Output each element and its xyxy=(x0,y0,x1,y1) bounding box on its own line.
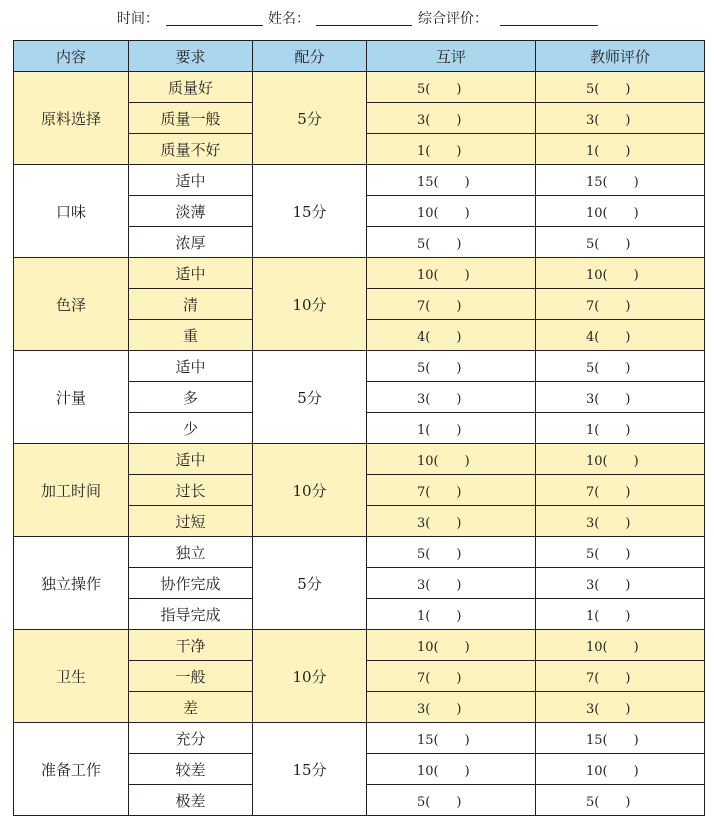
peer-score-text: 10( ) xyxy=(417,763,470,779)
peer-score-cell[interactable] xyxy=(367,320,536,351)
teacher-score-cell[interactable] xyxy=(536,692,705,723)
peer-score-text: 10( ) xyxy=(417,639,470,655)
teacher-score-cell[interactable] xyxy=(536,72,705,103)
peer-score-text: 5( ) xyxy=(417,360,462,376)
peer-score-cell[interactable] xyxy=(367,444,536,475)
teacher-score-cell[interactable] xyxy=(536,630,705,661)
teacher-score-cell[interactable] xyxy=(536,537,705,568)
overall-blank[interactable] xyxy=(500,25,598,26)
overall-field xyxy=(418,8,488,28)
requirement-cell: 适中 xyxy=(129,165,253,196)
teacher-score-cell[interactable] xyxy=(536,227,705,258)
peer-score-cell[interactable] xyxy=(367,630,536,661)
col-header-peer-review: 互评 xyxy=(367,41,536,72)
col-header-teacher-review: 教师评价 xyxy=(536,41,705,72)
points-cell: 10分 xyxy=(253,630,367,723)
table-row xyxy=(14,444,705,475)
peer-score-text: 10( ) xyxy=(417,205,470,221)
points-cell: 5分 xyxy=(253,72,367,165)
peer-score-text: 3( ) xyxy=(417,577,462,593)
peer-score-text: 1( ) xyxy=(417,422,462,438)
time-field xyxy=(117,8,159,28)
teacher-score-cell[interactable] xyxy=(536,382,705,413)
requirement-cell: 协作完成 xyxy=(129,568,253,599)
table-row xyxy=(14,351,705,382)
requirement-cell: 差 xyxy=(129,692,253,723)
teacher-score-text: 1( ) xyxy=(586,143,631,159)
peer-score-cell[interactable] xyxy=(367,599,536,630)
teacher-score-cell[interactable] xyxy=(536,754,705,785)
peer-score-text: 3( ) xyxy=(417,112,462,128)
requirement-cell: 重 xyxy=(129,320,253,351)
peer-score-text: 3( ) xyxy=(417,701,462,717)
peer-score-cell[interactable] xyxy=(367,134,536,165)
teacher-score-cell[interactable] xyxy=(536,103,705,134)
teacher-score-text: 4( ) xyxy=(586,329,631,345)
teacher-score-text: 10( ) xyxy=(586,205,639,221)
peer-score-cell[interactable] xyxy=(367,196,536,227)
requirement-cell: 浓厚 xyxy=(129,227,253,258)
peer-score-cell[interactable] xyxy=(367,661,536,692)
requirement-cell: 质量不好 xyxy=(129,134,253,165)
name-blank[interactable] xyxy=(316,25,412,26)
peer-score-cell[interactable] xyxy=(367,351,536,382)
teacher-score-cell[interactable] xyxy=(536,723,705,754)
peer-score-cell[interactable] xyxy=(367,723,536,754)
teacher-score-text: 3( ) xyxy=(586,701,631,717)
teacher-score-text: 5( ) xyxy=(586,360,631,376)
teacher-score-cell[interactable] xyxy=(536,444,705,475)
peer-score-text: 7( ) xyxy=(417,484,462,500)
time-label: 时间： xyxy=(117,11,159,27)
peer-score-cell[interactable] xyxy=(367,227,536,258)
peer-score-text: 10( ) xyxy=(417,453,470,469)
time-blank[interactable] xyxy=(166,25,263,26)
teacher-score-text: 1( ) xyxy=(586,608,631,624)
requirement-cell: 适中 xyxy=(129,351,253,382)
peer-score-cell[interactable] xyxy=(367,72,536,103)
requirement-cell: 多 xyxy=(129,382,253,413)
table-row xyxy=(14,723,705,754)
table-row xyxy=(14,630,705,661)
content-cell: 色泽 xyxy=(14,258,129,351)
name-label: 姓名： xyxy=(268,11,310,27)
peer-score-cell[interactable] xyxy=(367,413,536,444)
content-cell: 独立操作 xyxy=(14,537,129,630)
peer-score-text: 15( ) xyxy=(417,732,470,748)
teacher-score-cell[interactable] xyxy=(536,196,705,227)
teacher-score-text: 7( ) xyxy=(586,484,631,500)
requirement-cell: 一般 xyxy=(129,661,253,692)
points-cell: 5分 xyxy=(253,537,367,630)
requirement-cell: 质量一般 xyxy=(129,103,253,134)
peer-score-cell[interactable] xyxy=(367,475,536,506)
peer-score-cell[interactable] xyxy=(367,506,536,537)
requirement-cell: 极差 xyxy=(129,785,253,816)
teacher-score-text: 10( ) xyxy=(586,763,639,779)
content-cell: 加工时间 xyxy=(14,444,129,537)
requirement-cell: 独立 xyxy=(129,537,253,568)
teacher-score-cell[interactable] xyxy=(536,599,705,630)
table-header-row xyxy=(14,41,705,72)
teacher-score-cell[interactable] xyxy=(536,258,705,289)
content-cell: 卫生 xyxy=(14,630,129,723)
peer-score-text: 10( ) xyxy=(417,267,470,283)
teacher-score-text: 10( ) xyxy=(586,267,639,283)
peer-score-cell[interactable] xyxy=(367,289,536,320)
peer-score-text: 1( ) xyxy=(417,608,462,624)
content-cell: 准备工作 xyxy=(14,723,129,816)
peer-score-text: 7( ) xyxy=(417,670,462,686)
teacher-score-cell[interactable] xyxy=(536,506,705,537)
peer-score-cell[interactable] xyxy=(367,258,536,289)
teacher-score-cell[interactable] xyxy=(536,568,705,599)
peer-score-text: 7( ) xyxy=(417,298,462,314)
form-header xyxy=(0,0,714,38)
teacher-score-text: 5( ) xyxy=(586,546,631,562)
requirement-cell: 少 xyxy=(129,413,253,444)
requirement-cell: 适中 xyxy=(129,444,253,475)
teacher-score-text: 10( ) xyxy=(586,453,639,469)
teacher-score-text: 5( ) xyxy=(586,236,631,252)
peer-score-cell[interactable] xyxy=(367,568,536,599)
teacher-score-text: 15( ) xyxy=(586,174,639,190)
points-cell: 10分 xyxy=(253,444,367,537)
teacher-score-cell[interactable] xyxy=(536,413,705,444)
requirement-cell: 过短 xyxy=(129,506,253,537)
teacher-score-text: 15( ) xyxy=(586,732,639,748)
table-body xyxy=(14,72,705,816)
peer-score-cell[interactable] xyxy=(367,103,536,134)
col-header-requirement: 要求 xyxy=(129,41,253,72)
teacher-score-text: 7( ) xyxy=(586,670,631,686)
teacher-score-text: 10( ) xyxy=(586,639,639,655)
peer-score-cell[interactable] xyxy=(367,537,536,568)
requirement-cell: 适中 xyxy=(129,258,253,289)
teacher-score-cell[interactable] xyxy=(536,134,705,165)
requirement-cell: 清 xyxy=(129,289,253,320)
content-cell: 原料选择 xyxy=(14,72,129,165)
teacher-score-cell[interactable] xyxy=(536,475,705,506)
peer-score-cell[interactable] xyxy=(367,692,536,723)
requirement-cell: 充分 xyxy=(129,723,253,754)
table-row xyxy=(14,258,705,289)
peer-score-text: 5( ) xyxy=(417,546,462,562)
teacher-score-cell[interactable] xyxy=(536,785,705,816)
peer-score-text: 5( ) xyxy=(417,794,462,810)
table-row xyxy=(14,72,705,103)
teacher-score-cell[interactable] xyxy=(536,320,705,351)
peer-score-text: 3( ) xyxy=(417,515,462,531)
requirement-cell: 过长 xyxy=(129,475,253,506)
peer-score-text: 3( ) xyxy=(417,391,462,407)
teacher-score-text: 3( ) xyxy=(586,112,631,128)
content-cell: 汁量 xyxy=(14,351,129,444)
teacher-score-text: 1( ) xyxy=(586,422,631,438)
requirement-cell: 较差 xyxy=(129,754,253,785)
teacher-score-text: 5( ) xyxy=(586,794,631,810)
name-field xyxy=(268,8,310,28)
peer-score-text: 5( ) xyxy=(417,236,462,252)
content-cell: 口味 xyxy=(14,165,129,258)
teacher-score-text: 5( ) xyxy=(586,81,631,97)
requirement-cell: 指导完成 xyxy=(129,599,253,630)
peer-score-cell[interactable] xyxy=(367,754,536,785)
teacher-score-text: 3( ) xyxy=(586,577,631,593)
overall-label: 综合评价： xyxy=(418,11,488,27)
points-cell: 5分 xyxy=(253,351,367,444)
table-row xyxy=(14,537,705,568)
teacher-score-cell[interactable] xyxy=(536,351,705,382)
teacher-score-text: 7( ) xyxy=(586,298,631,314)
peer-score-cell[interactable] xyxy=(367,382,536,413)
requirement-cell: 干净 xyxy=(129,630,253,661)
teacher-score-text: 3( ) xyxy=(586,391,631,407)
teacher-score-cell[interactable] xyxy=(536,165,705,196)
points-cell: 15分 xyxy=(253,723,367,816)
table-row xyxy=(14,165,705,196)
requirement-cell: 淡薄 xyxy=(129,196,253,227)
points-cell: 15分 xyxy=(253,165,367,258)
peer-score-text: 5( ) xyxy=(417,81,462,97)
peer-score-cell[interactable] xyxy=(367,785,536,816)
peer-score-cell[interactable] xyxy=(367,165,536,196)
points-cell: 10分 xyxy=(253,258,367,351)
requirement-cell: 质量好 xyxy=(129,72,253,103)
col-header-points: 配分 xyxy=(253,41,367,72)
peer-score-text: 4( ) xyxy=(417,329,462,345)
evaluation-table xyxy=(13,40,705,816)
col-header-content: 内容 xyxy=(14,41,129,72)
peer-score-text: 15( ) xyxy=(417,174,470,190)
teacher-score-text: 3( ) xyxy=(586,515,631,531)
peer-score-text: 1( ) xyxy=(417,143,462,159)
teacher-score-cell[interactable] xyxy=(536,289,705,320)
teacher-score-cell[interactable] xyxy=(536,661,705,692)
